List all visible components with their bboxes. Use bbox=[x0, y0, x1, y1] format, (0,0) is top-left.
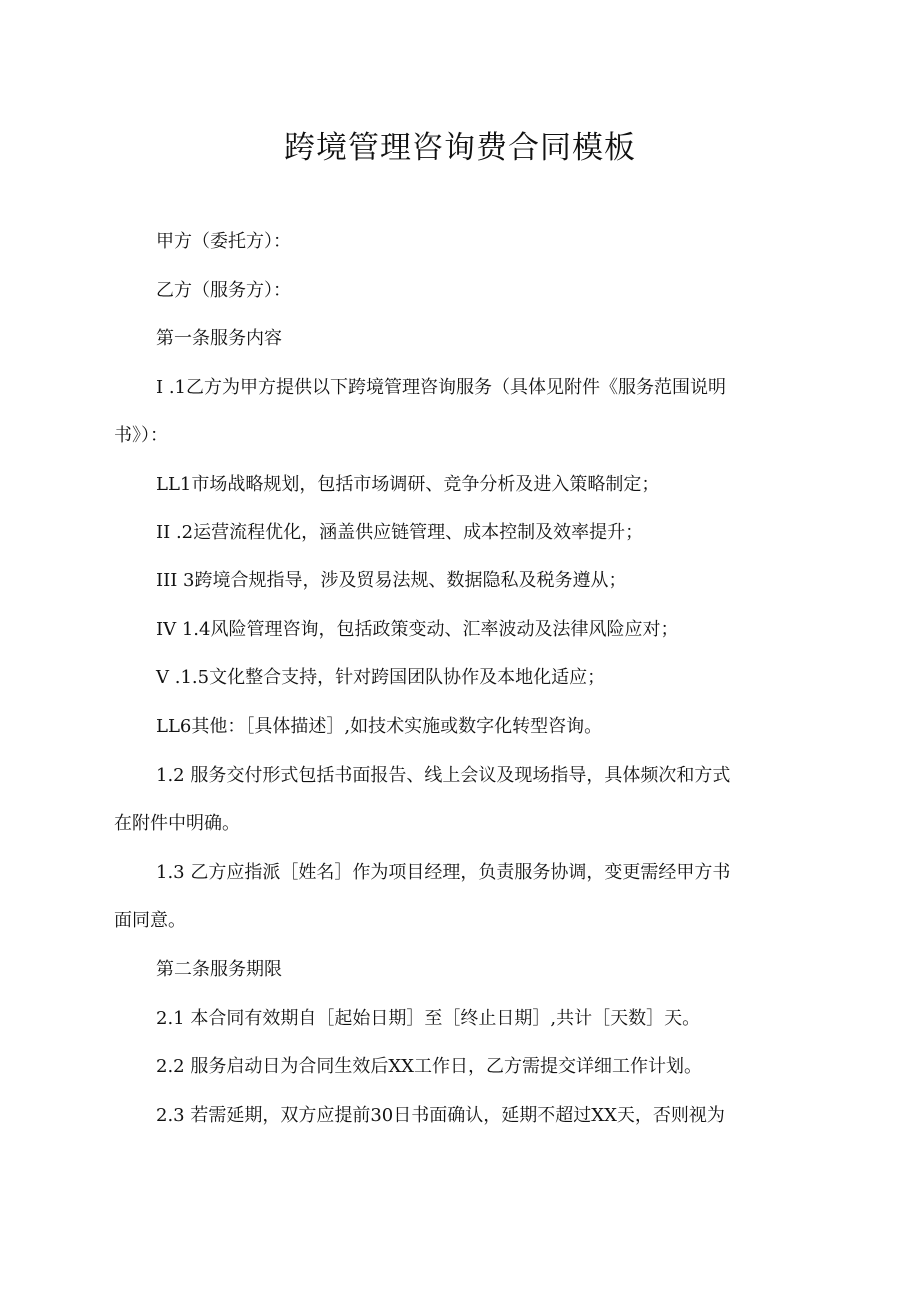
article-1-heading: 第一条服务内容 bbox=[156, 328, 282, 349]
document-title: 跨境管理咨询费合同模板 bbox=[284, 130, 636, 166]
service-item-3: III 3跨境合规指导，涉及贸易法规、数据隐私及税务遵从； bbox=[156, 570, 627, 591]
clause-1-3-line-2: 面同意。 bbox=[114, 910, 186, 931]
clause-2-2: 2.2 服务启动日为合同生效后XX工作日，乙方需提交详细工作计划。 bbox=[156, 1056, 702, 1077]
clause-1-3-line-1: 1.3 乙方应指派［姓名］作为项目经理，负责服务协调，变更需经甲方书 bbox=[156, 862, 731, 883]
service-item-5: V .1.5文化整合支持，针对跨国团队协作及本地化适应； bbox=[156, 667, 606, 688]
party-a-line: 甲方（委托方）： bbox=[156, 231, 291, 252]
clause-2-3: 2.3 若需延期，双方应提前30日书面确认，延期不超过XX天，否则视为 bbox=[156, 1105, 725, 1126]
clause-1-1-line-2: 书》）： bbox=[114, 425, 168, 446]
clause-1-1-line-1: I .1乙方为甲方提供以下跨境管理咨询服务（具体见附件《服务范围说明 bbox=[156, 377, 727, 398]
article-2-heading: 第二条服务期限 bbox=[156, 959, 282, 980]
service-item-6: LL6其他：［具体描述］,如技术实施或数字化转型咨询。 bbox=[156, 716, 603, 737]
party-b-line: 乙方（服务方）： bbox=[156, 280, 291, 301]
clause-2-1: 2.1 本合同有效期自［起始日期］至［终止日期］,共计［天数］天。 bbox=[156, 1008, 701, 1029]
service-item-4: IV 1.4风险管理咨询，包括政策变动、汇率波动及法律风险应对； bbox=[156, 619, 679, 640]
clause-1-2-line-1: 1.2 服务交付形式包括书面报告、线上会议及现场指导，具体频次和方式 bbox=[156, 765, 731, 786]
clause-1-2-line-2: 在附件中明确。 bbox=[114, 813, 240, 834]
service-item-2: II .2运营流程优化，涵盖供应链管理、成本控制及效率提升； bbox=[156, 522, 644, 543]
service-item-1: LL1市场战略规划，包括市场调研、竞争分析及进入策略制定； bbox=[156, 474, 660, 495]
